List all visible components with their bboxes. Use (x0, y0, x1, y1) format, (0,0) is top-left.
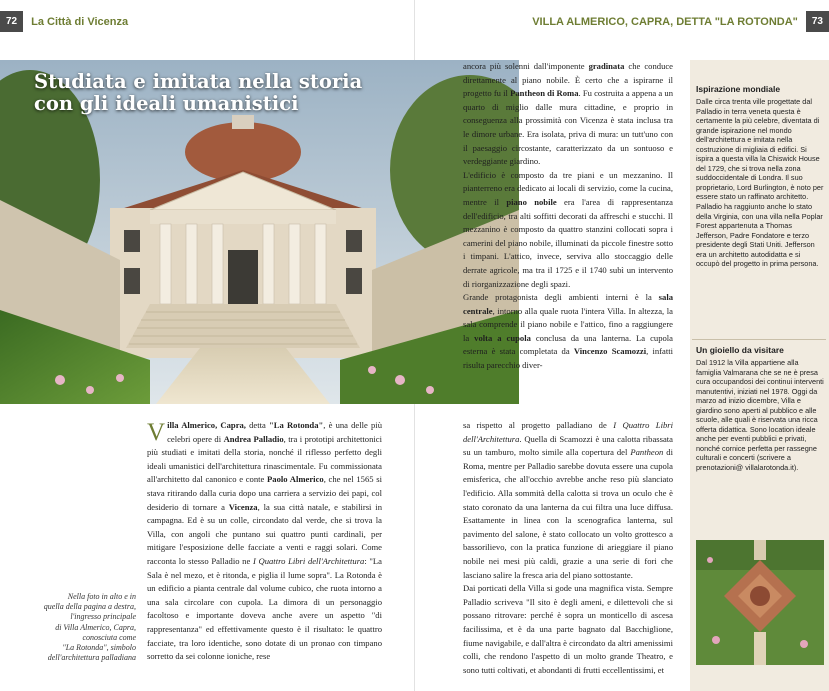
intro-paragraph (147, 419, 382, 664)
city-name: Vicenza (228, 501, 258, 512)
text-run: , la sua città natale, e stabilirsi in campagna. Ed è su un colle, circondato dal verde, che si trova la Villa, con angoli che puntano sui quattro punti cardinali, per mitigare l'esposizione delle facciate a venti e raggi solari. Come racconta lo stesso Palladio ne (147, 501, 382, 566)
text-run: , intorno alla quale ruota l'intera Villa. In altezza, la sala comprende il piano nobile e l'attico, fino a raggiungere la (463, 305, 673, 343)
caption-line: "La Rotonda", simbolo (62, 643, 136, 653)
right-page-number: 73 (806, 11, 829, 32)
bold-term: volta a cupola (474, 332, 531, 343)
running-header-right (415, 0, 829, 43)
paragraph (463, 419, 673, 582)
text-run: detta (245, 420, 269, 430)
la-rotonda-name: "La Rotonda" (269, 420, 324, 430)
caption-line: Nella foto in alto e in (67, 592, 136, 601)
photo-caption (40, 592, 136, 663)
paragraph (463, 60, 673, 169)
text-run: ancora più solenni dall'imponente (463, 61, 589, 71)
pantheon-name: Pantheon (630, 447, 664, 458)
caption-line: dell'architettura palladiana (47, 653, 136, 663)
sidebar-box2-text: Dal 1912 la Villa appartiene alla famiglia Valmarana che se ne è presa cura occupandosi dei continui interventi manutentivi, iniziati nel 1978. Oggi da marzo ad inizio dicembre, Villa e giardino sono aperti al pubblico e alle scuole, alle quali è riservata una ricca offerta didattica. Sono location ideale anche per eventi pubblici e privati, nonché cornice perfetta per rassegne culturali e concerti (scrivere a prenotazioni@ villalarotonda.it). (696, 358, 824, 473)
left-page-number: 72 (0, 11, 23, 32)
caption-line: quella della pagina a destra, (43, 602, 136, 612)
architect-name: Andrea Palladio (223, 433, 284, 444)
headline-line-1: Studiata e imitata nella storia (34, 70, 363, 93)
paragraph: Dai porticati della Villa si gode una magnifica vista. Sempre Palladio scriveva "Il sito è degli ameni, e dilettevoli che si possano ritrovare: perché è sopra un monticello di ascesa facilissima, et è da una parte bagnato dal Bacchiglione, fiume navigabile, e dall'altra è circondato da altri amenissimi colli, che rendono l'aspetto di un molto grande Theatro, e sono tutti coltivati, et abondanti di frutti eccellentissimi, et (463, 583, 673, 675)
book-title: I Quattro Libri dell'Architettura (252, 555, 365, 566)
book-title: I Quattro Libri dell'Architettura (463, 420, 673, 444)
text-run: , tra i prototipi architettonici più studiati e imitati della storia, nonché il riflesso perfetto degli ideali umanistici dell'architettura rinascimentale. Fu commissionata all'architetto dal canonico e conte (147, 433, 382, 485)
bold-term: gradinata (588, 61, 625, 71)
sidebar-divider (692, 339, 826, 340)
right-running-title: VILLA ALMERICO, CAPRA, DETTA "LA ROTONDA" (532, 15, 798, 28)
bold-term: sala centrale (463, 292, 673, 316)
sidebar-box1-text: Dalle circa trenta ville progettate dal Palladio in terra veneta questa è certamente la più celebre, diventata di grande ispirazione nel mondo dell'architettura e imitata nella costruzione di migliaia di edifici. Si ispira a questa villa la Chiswick House del 1729, che si trova nella zona suddoccidentale di Londra. Il suo proprietario, Lord Burlington, è noto per essere stato un raffinato architetto. Palladio ha raggiunto anche lo stato della Virginia, con una villa nella Poplar Forest appartenuta a Thomas Jefferson, Padre Fondatore e terzo presidente degli Stati Uniti. Jefferson era un architetto autodidatta e si occupò del progetto in prima persona. (696, 97, 824, 269)
caption-line: l'ingresso principale (70, 612, 136, 622)
running-header-left (0, 0, 414, 43)
bold-term: Vincenzo Scamozzi (573, 346, 647, 357)
text-run: , che nel 1565 si stava ritirando dalla curia dopo una carriera a servizio dei papi, col desiderio di tornare a (147, 474, 382, 512)
villa-name: illa Almerico, Capra, (167, 420, 246, 430)
upper-text-column (463, 60, 673, 373)
bold-term: piano nobile (506, 196, 557, 207)
text-run: di Roma, mentre per Palladio sarebbe dovuta essere una cupola emisferica, che all'occhio avrebbe anche reso più slanciato l'edificio. Alla sommità della calotta si trova un oculo che è stato coronato da una lanterna da cui filtra una luce diffusa. Esattamente in linea con la scenografica lanterna, sul pavimento del salone, è stato collocato un volto grottesco a bassorilievo, con la pratica funzione di arieggiare il piano nobile nei mesi più caldi, grazie a una serie di fori che lasciano salire la fresca aria del piano sottostante. (463, 447, 673, 580)
text-run: che conduce direttamente al piano nobile. È certo che a ispirarne il progetto fu il (463, 61, 673, 99)
text-run: L'edificio è composto da tre piani e un mezzanino. Il pianterreno era dedicato ai locali di servizio, come la cucina, mentre il (463, 169, 673, 207)
text-run: conclusa da una lanterna. La cupola esterna è stata completata da (463, 332, 673, 357)
headline (34, 71, 362, 115)
headline-line-2: con gli ideali umanistici (34, 92, 299, 115)
intro-column (147, 419, 382, 664)
paragraph (463, 291, 673, 373)
caption-line: di Villa Almerico, Capra, (55, 622, 136, 632)
text-run: : "La Sala è nel mezo, et è ritonda, e piglia il lume sopra". La Rotonda è un edificio a pianta centrale dal volume cubico, che ruota intorno a una sala circolare con cupola. La dimora di un personaggio facoltoso e importante doveva anche avere un aspetto "di rappresentanza" ed effettivamente questo è il risultato: le quattro facciate, tra loro identiche, sono dotate di un pronao con timpano sorretto da sei colonne ioniche, rese (147, 555, 382, 662)
sidebar-box1-title: Ispirazione mondiale (696, 84, 781, 94)
text-run: , infatti risulta parecchio diver- (463, 346, 674, 371)
aerial-photo (696, 540, 824, 665)
caption-line: conosciuta come (82, 632, 136, 642)
text-run: . Fu costruita a appena a un quarto di miglio dalle mura cittadine, e proprio in conseguenza alla prossimità con Vicenza è stata inclusa tra le dimore urbane. Era isolata, priva di mura: un tutt'uno con il paesaggio circostante, caratterizzato da un sontuoso e verdeggiante giardino. (463, 88, 673, 167)
paragraph (463, 169, 673, 291)
text-run: sa rispetto al progetto palladiano de (463, 420, 614, 430)
text-run: Grande protagonista degli ambienti interni è la (463, 292, 659, 303)
patron-name: Paolo Almerico (267, 474, 324, 485)
left-running-title: La Città di Vicenza (31, 15, 129, 28)
bold-term: Pantheon di Roma (510, 88, 579, 99)
drop-cap: V (147, 419, 166, 446)
sidebar-box2-title: Un gioiello da visitare (696, 345, 784, 355)
text-run: era l'area di rappresentanza dell'edificio, tra alti soffitti decorati da affreschi e stucchi. Il mezzanino è composto da quattro stanzini collocati sopra i camerini del piano nobile, illuminati da piccole finestre sotto i timpani. L'attico, invece, serviva allo stoccaggio delle derrate agricole, ma tra il 1725 e il 1740 subì un intervento di riorganizzazione degli spazi. (463, 196, 673, 289)
text-run: , è una delle più celebri opere di (167, 420, 382, 444)
lower-text-column (463, 419, 673, 677)
text-run: . Quella di Scamozzi è una calotta ribassata su un tamburo, molto simile alla copertura del (463, 433, 673, 458)
